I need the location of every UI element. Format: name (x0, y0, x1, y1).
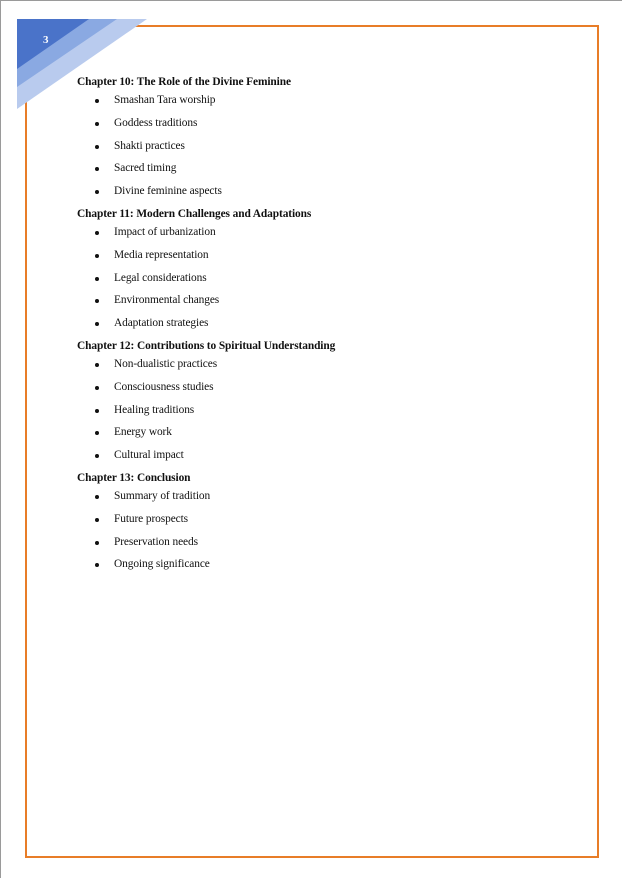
chapter-topic-list (77, 356, 577, 470)
list-item-text: Sacred timing (114, 162, 177, 175)
list-item (77, 247, 577, 270)
chapter-section (77, 338, 577, 470)
bullet-icon (95, 322, 99, 326)
list-item-text: Shakti practices (114, 139, 185, 152)
list-item-text: Consciousness studies (114, 380, 214, 393)
bullet-icon (95, 541, 99, 545)
list-item (77, 511, 577, 534)
chapter-topic-list (77, 92, 577, 206)
list-item (77, 224, 577, 247)
chapter-topic-list (77, 488, 577, 579)
list-item-text: Ongoing significance (114, 558, 210, 571)
bullet-icon (95, 122, 99, 126)
list-item (77, 115, 577, 138)
page-number: 3 (43, 34, 49, 46)
list-item (77, 447, 577, 470)
list-item-text: Cultural impact (114, 449, 184, 462)
list-item (77, 534, 577, 557)
list-item (77, 424, 577, 447)
list-item-text: Legal considerations (114, 271, 207, 284)
list-item (77, 356, 577, 379)
list-item-text: Media representation (114, 248, 209, 261)
bullet-icon (95, 145, 99, 149)
list-item (77, 402, 577, 425)
list-item (77, 160, 577, 183)
chapter-heading: Chapter 13: Conclusion (77, 471, 191, 484)
bullet-icon (95, 454, 99, 458)
bullet-icon (95, 495, 99, 499)
bullet-icon (95, 99, 99, 103)
list-item (77, 270, 577, 293)
chapter-heading: Chapter 12: Contributions to Spiritual Understanding (77, 339, 336, 352)
list-item (77, 292, 577, 315)
list-item (77, 488, 577, 511)
list-item (77, 379, 577, 402)
list-item-text: Environmental changes (114, 294, 220, 307)
bullet-icon (95, 277, 99, 281)
bullet-icon (95, 363, 99, 367)
table-of-contents (77, 74, 577, 579)
list-item-text: Smashan Tara worship (114, 94, 216, 106)
chapter-section (77, 74, 577, 206)
list-item (77, 315, 577, 338)
list-item (77, 138, 577, 161)
chapter-section (77, 470, 577, 579)
list-item-text: Adaptation strategies (114, 317, 209, 330)
bullet-icon (95, 386, 99, 390)
bullet-icon (95, 431, 99, 435)
list-item-text: Future prospects (114, 512, 189, 525)
bullet-icon (95, 231, 99, 235)
list-item (77, 183, 577, 206)
bullet-icon (95, 409, 99, 413)
list-item-text: Healing traditions (114, 403, 195, 416)
list-item (77, 92, 577, 115)
list-item-text: Energy work (114, 426, 172, 439)
bullet-icon (95, 167, 99, 171)
bullet-icon (95, 563, 99, 567)
list-item-text: Summary of tradition (114, 489, 211, 502)
bullet-icon (95, 254, 99, 258)
list-item-text: Non-dualistic practices (114, 357, 218, 370)
list-item-text: Divine feminine aspects (114, 185, 222, 198)
list-item-text: Goddess traditions (114, 116, 198, 129)
list-item-text: Preservation needs (114, 535, 198, 548)
bullet-icon (95, 518, 99, 522)
chapter-heading: Chapter 10: The Role of the Divine Feminine (77, 76, 291, 88)
chapter-section (77, 206, 577, 338)
chapter-topic-list (77, 224, 577, 338)
list-item (77, 556, 577, 579)
list-item-text: Impact of urbanization (114, 225, 216, 238)
bullet-icon (95, 190, 99, 194)
bullet-icon (95, 299, 99, 303)
chapter-heading: Chapter 11: Modern Challenges and Adaptations (77, 207, 312, 220)
